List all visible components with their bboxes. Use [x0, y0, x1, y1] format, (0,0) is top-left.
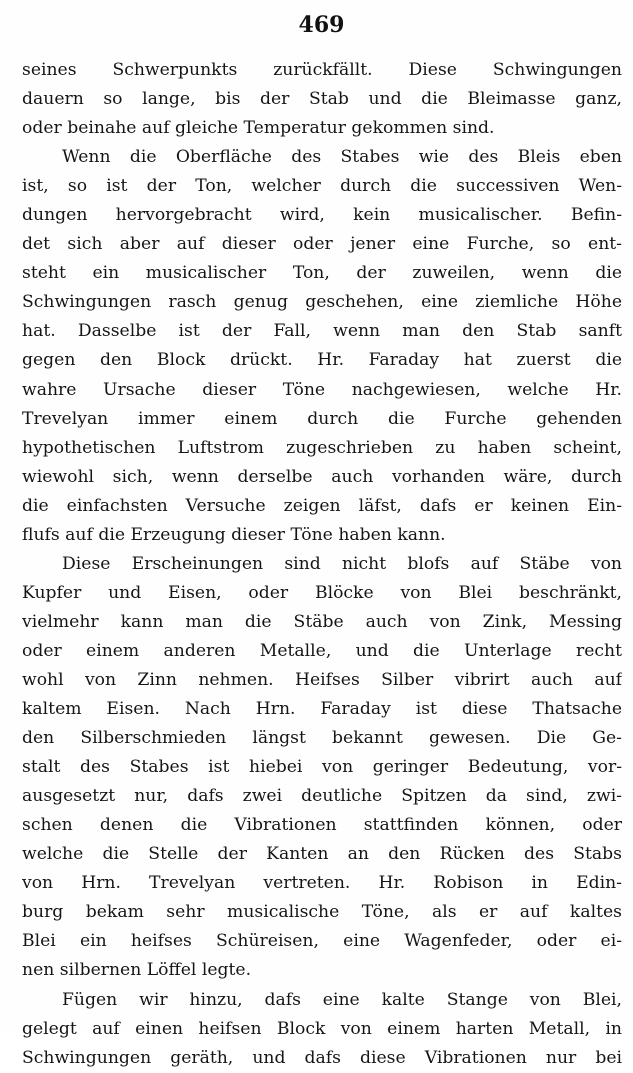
text-line: Wenn die Oberfläche des Stabes wie des Bleis eben	[62, 147, 622, 168]
text-line: den Silberschmieden längst bekannt gewesen. Die Ge-	[22, 728, 622, 749]
text-line: Fügen wir hinzu, dafs eine kalte Stange von Blei,	[62, 989, 622, 1010]
text-line: gelegt auf einen heifsen Block von einem harten Metall, in	[22, 1018, 622, 1039]
text-line: burg bekam sehr musicalische Töne, als er auf kaltes	[22, 902, 622, 923]
text-line: die einfachsten Versuche zeigen läfst, dafs er keinen Ein-	[22, 495, 622, 516]
text-line: Blei ein heifses Schüreisen, eine Wagenfeder, oder ei-	[22, 931, 622, 952]
text-line: seines Schwerpunkts zurückfällt. Diese Schwingungen	[22, 60, 622, 80]
text-line: kaltem Eisen. Nach Hrn. Faraday ist diese Thatsache	[22, 699, 622, 720]
text-line: schen denen die Vibrationen stattfinden können, oder	[22, 815, 622, 836]
body-text	[22, 56, 622, 1073]
text-line: von Hrn. Trevelyan vertreten. Hr. Robison in Edin-	[22, 873, 622, 894]
text-line: dauern so lange, bis der Stab und die Bleimasse ganz,	[22, 89, 622, 110]
text-line: Schwingungen geräth, und dafs diese Vibrationen nur bei	[22, 1047, 622, 1068]
text-line: det sich aber auf dieser oder jener eine Furche, so ent-	[22, 234, 622, 255]
text-line: dungen hervorgebracht wird, kein musicalischer. Befin-	[22, 205, 622, 226]
text-line: ausgesetzt nur, dafs zwei deutliche Spitzen da sind, zwi-	[22, 786, 622, 807]
text-line: hypothetischen Luftstrom zugeschrieben zu haben scheint,	[22, 437, 622, 458]
text-line: Diese Erscheinungen sind nicht blofs auf Stäbe von	[62, 553, 622, 574]
text-line: stalt des Stabes ist hiebei von geringer Bedeutung, vor-	[22, 757, 622, 778]
text-line: flufs auf die Erzeugung dieser Töne haben kann.	[22, 524, 446, 545]
text-line: Kupfer und Eisen, oder Blöcke von Blei beschränkt,	[22, 582, 622, 603]
text-line: wohl von Zinn nehmen. Heifses Silber vibrirt auch auf	[22, 669, 622, 690]
text-line: Trevelyan immer einem durch die Furche gehenden	[22, 408, 622, 429]
text-line: gegen den Block drückt. Hr. Faraday hat zuerst die	[22, 350, 622, 371]
page-number: 469	[298, 12, 345, 38]
text-line: wahre Ursache dieser Töne nachgewiesen, welche Hr.	[22, 379, 622, 400]
text-line: oder beinahe auf gleiche Temperatur gekommen sind.	[22, 118, 495, 139]
text-line: welche die Stelle der Kanten an den Rücken des Stabs	[22, 844, 622, 865]
text-line: vielmehr kann man die Stäbe auch von Zink, Messing	[22, 611, 622, 632]
text-line: wiewohl sich, wenn derselbe auch vorhanden wäre, durch	[22, 466, 622, 487]
text-line: Schwingungen rasch genug geschehen, eine ziemliche Höhe	[22, 292, 622, 313]
text-line: steht ein musicalischer Ton, der zuweilen, wenn die	[22, 263, 622, 284]
text-line: nen silbernen Löffel legte.	[22, 960, 252, 981]
text-line: oder einem anderen Metalle, und die Unterlage recht	[22, 640, 622, 661]
text-line: hat. Dasselbe ist der Fall, wenn man den Stab sanft	[22, 321, 622, 342]
text-line: ist, so ist der Ton, welcher durch die successiven Wen-	[22, 176, 622, 197]
